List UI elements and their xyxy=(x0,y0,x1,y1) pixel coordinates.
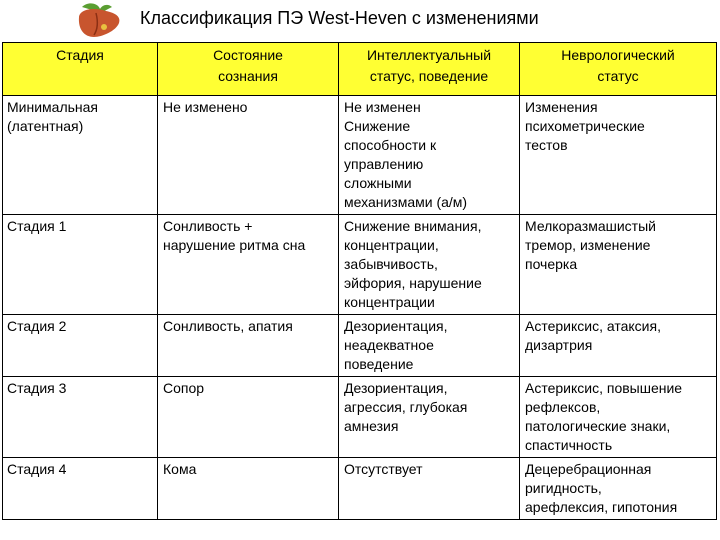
cell-intellect xyxy=(339,215,520,315)
cell-line: дизартрия xyxy=(525,337,593,353)
header-intellect xyxy=(339,43,520,96)
cell-line: Дезориентация, xyxy=(344,318,448,334)
cell-line: концентрации xyxy=(344,294,435,310)
cell-line: спастичность xyxy=(525,437,613,453)
cell-neuro xyxy=(520,377,717,458)
table-row xyxy=(3,377,717,458)
cell-line: управлению xyxy=(344,156,424,172)
cell-consciousness xyxy=(158,458,339,520)
cell-line: механизмами (а/м) xyxy=(344,194,468,210)
cell-line: нарушение ритма сна xyxy=(163,237,306,253)
cell-neuro xyxy=(520,458,717,520)
cell-line: Сопор xyxy=(163,380,205,396)
cell-line: почерка xyxy=(525,256,578,272)
cell-line: тестов xyxy=(525,137,568,153)
cell-stage xyxy=(3,377,158,458)
liver-icon xyxy=(76,1,122,41)
cell-line: Отсутствует xyxy=(344,461,423,477)
cell-line: ригидность, xyxy=(525,480,602,496)
cell-line: Сонливость + xyxy=(163,218,253,234)
table-header-row xyxy=(3,43,717,96)
header-line: статус xyxy=(597,68,639,84)
table-row xyxy=(3,315,717,377)
cell-line: Стадия 1 xyxy=(7,218,67,234)
cell-line: Сонливость, апатия xyxy=(163,318,293,334)
table-row xyxy=(3,215,717,315)
header-line: сознания xyxy=(218,68,278,84)
cell-consciousness xyxy=(158,96,339,215)
cell-line: Не изменено xyxy=(163,99,248,115)
cell-stage xyxy=(3,315,158,377)
classification-table xyxy=(2,42,717,520)
cell-line: тремор, изменение xyxy=(525,237,651,253)
cell-line: Дезориентация, xyxy=(344,380,448,396)
cell-line: Минимальная xyxy=(7,99,99,115)
header-neuro xyxy=(520,43,717,96)
cell-intellect xyxy=(339,315,520,377)
header-line: Состояние xyxy=(213,47,283,63)
header-consciousness xyxy=(158,43,339,96)
table-body xyxy=(3,96,717,520)
cell-line: Стадия 4 xyxy=(7,461,67,477)
cell-line: Снижение xyxy=(344,118,411,134)
cell-line: Астериксис, атаксия, xyxy=(525,318,661,334)
header-line: статус, поведение xyxy=(369,68,489,84)
cell-stage xyxy=(3,215,158,315)
cell-intellect xyxy=(339,458,520,520)
cell-consciousness xyxy=(158,215,339,315)
cell-line: (латентная) xyxy=(7,118,84,134)
cell-line: Не изменен xyxy=(344,99,421,115)
cell-line: сложными xyxy=(344,175,412,191)
cell-line: рефлексов, xyxy=(525,399,601,415)
cell-consciousness xyxy=(158,377,339,458)
cell-line: эйфория, нарушение xyxy=(344,275,482,291)
header-line: Неврологический xyxy=(561,47,675,63)
cell-stage xyxy=(3,96,158,215)
cell-line: Стадия 3 xyxy=(7,380,67,396)
cell-line: Снижение внимания, xyxy=(344,218,482,234)
page-title: Классификация ПЭ West-Heven с изменениями xyxy=(140,8,539,28)
table-row xyxy=(3,458,717,520)
title-bar xyxy=(0,0,720,42)
cell-line: Изменения xyxy=(525,99,598,115)
cell-line: патологические знаки, xyxy=(525,418,671,434)
cell-line: поведение xyxy=(344,356,414,372)
cell-line: Мелкоразмашистый xyxy=(525,218,656,234)
cell-consciousness xyxy=(158,315,339,377)
cell-line: арефлексия, гипотония xyxy=(525,499,678,515)
cell-line: Стадия 2 xyxy=(7,318,67,334)
header-stage xyxy=(3,43,158,96)
table-row xyxy=(3,96,717,215)
header-line: Стадия xyxy=(56,47,104,63)
cell-neuro xyxy=(520,315,717,377)
cell-line: амнезия xyxy=(344,418,399,434)
cell-line: неадекватное xyxy=(344,337,434,353)
cell-line: концентрации, xyxy=(344,237,439,253)
cell-line: способности к xyxy=(344,137,437,153)
cell-intellect xyxy=(339,377,520,458)
cell-line: Астериксис, повышение xyxy=(525,380,683,396)
cell-line: Децеребрационная xyxy=(525,461,652,477)
cell-intellect xyxy=(339,96,520,215)
cell-neuro xyxy=(520,215,717,315)
header-line: Интеллектуальный xyxy=(366,47,492,63)
cell-line: агрессия, глубокая xyxy=(344,399,468,415)
cell-neuro xyxy=(520,96,717,215)
cell-stage xyxy=(3,458,158,520)
cell-line: психометрические xyxy=(525,118,645,134)
cell-line: забывчивость, xyxy=(344,256,438,272)
cell-line: Кома xyxy=(163,461,197,477)
